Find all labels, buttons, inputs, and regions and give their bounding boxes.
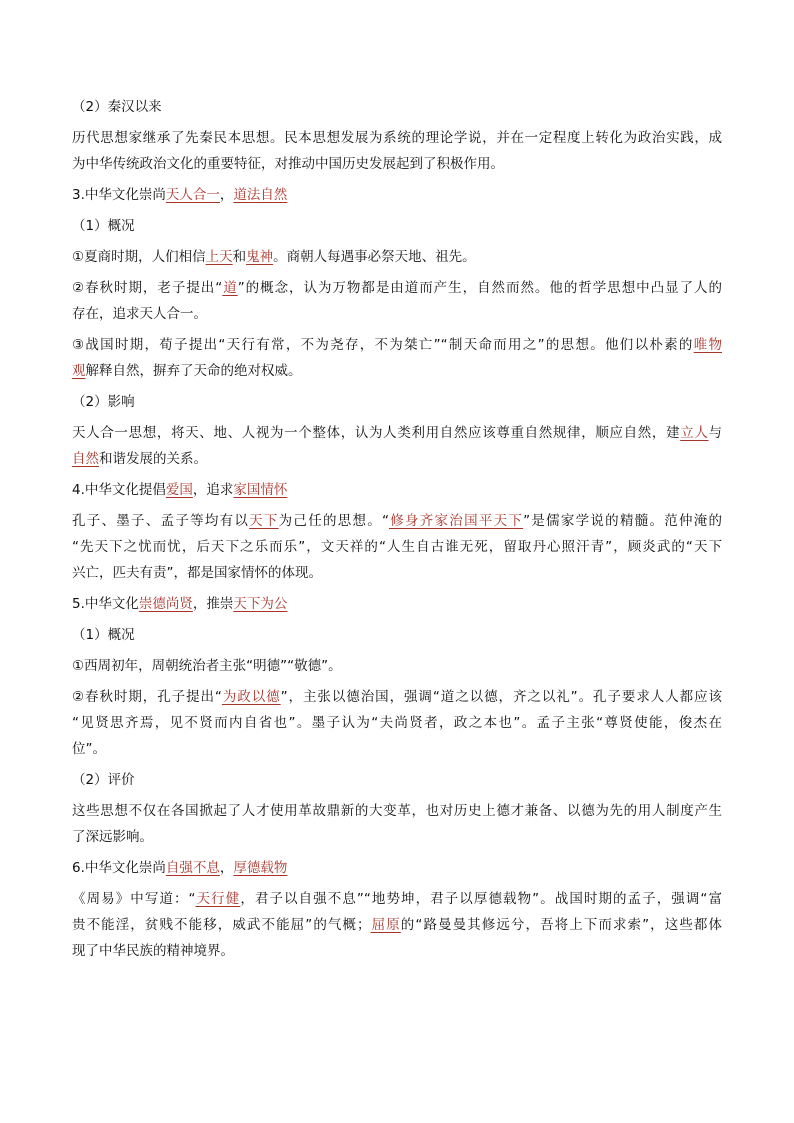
- paragraph-line: ①夏商时期，人们相信上天和鬼神。商朝人每遇事必祭天地、祖先。: [72, 249, 476, 265]
- paragraph-line: 兴亡，匹夫有责”，都是国家情怀的体现。: [72, 565, 322, 581]
- paragraph-line: “先天下之忧而忧，后天下之乐而乐”，文天祥的“人生自古谁无死，留取丹心照汗青”，顾炎武的“天下: [72, 539, 722, 555]
- subheading-impact: （2）影响: [72, 394, 135, 410]
- keyword-underlined: 厚德载物: [233, 860, 288, 876]
- keyword-underlined: 天下为公: [233, 596, 288, 612]
- subheading-overview: （1）概况: [72, 627, 135, 643]
- paragraph-line: 位”。: [72, 741, 106, 757]
- paragraph-line: 孔子、墨子、孟子等均有以天下为己任的思想。“修身齐家治国平天下”是儒家学说的精髓。范仲淹的: [72, 513, 723, 529]
- keyword-underlined: 天行健: [195, 891, 241, 907]
- keyword-underlined: 观: [72, 363, 86, 379]
- paragraph-line: 这些思想不仅在各国掀起了人才使用革故鼎新的大变革，也对历史上德才兼备、以德为先的用人制度产生: [72, 803, 722, 819]
- section-heading-3: 3.中华文化崇尚天人合一，道法自然: [72, 187, 288, 203]
- keyword-underlined: 为政以德: [221, 689, 281, 705]
- paragraph-line: 自然和谐发展的关系。: [72, 451, 207, 467]
- paragraph-line: 贵不能淫，贫贱不能移，威武不能屈”的气概；屈原的“路曼曼其修远兮，吾将上下而求索”，这些都体: [72, 917, 722, 933]
- paragraph-line: 现了中华民族的精神境界。: [72, 943, 234, 959]
- keyword-underlined: 天人合一: [165, 187, 220, 203]
- keyword-underlined: 修身齐家治国平天下: [389, 513, 524, 529]
- section-heading-4: 4.中华文化提倡爱国，追求家国情怀: [72, 482, 288, 498]
- keyword-underlined: 自强不息: [165, 860, 220, 876]
- document-page: [72, 96, 722, 971]
- subheading-qin-han: （2）秦汉以来: [72, 99, 162, 115]
- keyword-underlined: 天下: [249, 513, 279, 529]
- keyword-underlined: 立人: [680, 425, 709, 441]
- paragraph-line: 观解释自然，摒弃了天命的绝对权威。: [72, 363, 302, 379]
- paragraph-line: 了深远影响。: [72, 829, 153, 845]
- keyword-underlined: 屈原: [370, 917, 401, 933]
- keyword-underlined: 鬼神: [246, 249, 274, 265]
- paragraph-line: 《周易》中写道：“天行健，君子以自强不息”“地势坤，君子以厚德载物”。战国时期的孟子，强调“富: [72, 891, 722, 907]
- paragraph-line: ②春秋时期，老子提出“道”的概念，认为万物都是由道而产生，自然而然。他的哲学思想中凸显了人的: [72, 280, 723, 296]
- subheading-evaluation: （2）评价: [72, 772, 135, 788]
- keyword-underlined: 自然: [72, 451, 99, 467]
- section-heading-5: 5.中华文化崇德尚贤，推崇天下为公: [72, 596, 288, 612]
- paragraph-line: 存在，追求天人合一。: [72, 306, 207, 322]
- paragraph-line: ③战国时期，荀子提出“天行有常，不为尧存，不为桀亡”“制天命而用之”的思想。他们以朴素的唯物: [72, 337, 723, 353]
- paragraph-line: 历代思想家继承了先秦民本思想。民本思想发展为系统的理论学说，并在一定程度上转化为政治实践，成: [72, 130, 722, 146]
- keyword-underlined: 崇德尚贤: [138, 596, 193, 612]
- keyword-underlined: 道法自然: [233, 187, 288, 203]
- keyword-underlined: 唯物: [693, 337, 723, 353]
- paragraph-line: ②春秋时期，孔子提出“为政以德”，主张以德治国，强调“道之以德，齐之以礼”。孔子要求人人都应该: [72, 689, 723, 705]
- section-heading-6: 6.中华文化崇尚自强不息，厚德载物: [72, 860, 288, 876]
- paragraph-line: ①西周初年，周朝统治者主张“明德”“敬德”。: [72, 658, 342, 674]
- keyword-underlined: 道: [222, 280, 238, 296]
- paragraph-line: 天人合一思想，将天、地、人视为一个整体，认为人类利用自然应该尊重自然规律，顺应自然，建立人与: [72, 425, 723, 441]
- keyword-underlined: 爱国: [165, 482, 193, 498]
- subheading-overview: （1）概况: [72, 218, 135, 234]
- keyword-underlined: 上天: [205, 249, 233, 265]
- keyword-underlined: 家国情怀: [233, 482, 288, 498]
- paragraph-line: “见贤思齐焉，见不贤而内自省也”。墨子认为“夫尚贤者，政之本也”。孟子主张“尊贤使能，俊杰在: [72, 715, 722, 731]
- paragraph-line: 为中华传统政治文化的重要特征，对推动中国历史发展起到了积极作用。: [72, 156, 504, 172]
